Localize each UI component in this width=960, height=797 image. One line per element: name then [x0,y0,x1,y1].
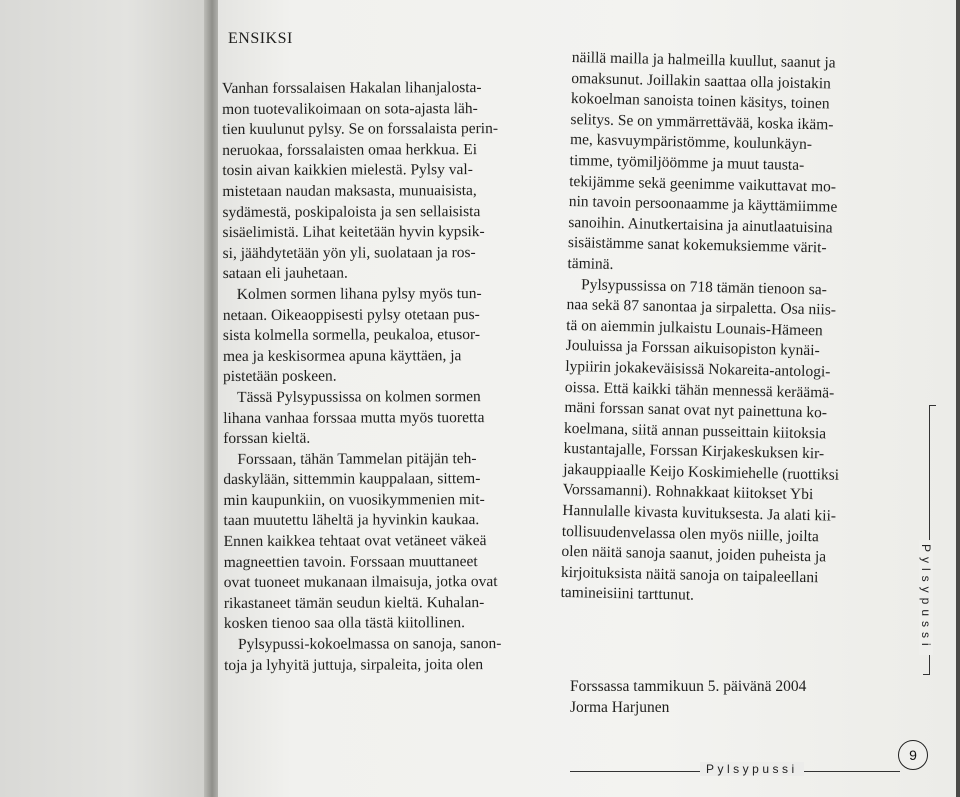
text-line: netaan. Oikeaoppisesti pylsy otetaan pus- [222,305,480,324]
text-line: ovat tuoneet mukanaan ilmaisuja, jotka ovat [223,573,498,592]
text-line: Ennen kaikkea tehtaat ovat vetäneet väkeä [223,532,487,551]
text-line: lypiirin jokakeväisissä Nokareita-antologi- [565,357,831,381]
text-line: forssan kieltä. [223,429,311,448]
footer-running-title: Pylsypussi [700,762,804,776]
text-line: si, jäähdytetään yön yli, suolataan ja ros- [222,243,476,262]
text-line: tien kuulunut pylsy. Se on forssalaista perin- [222,120,499,139]
text-line: Pylsypussi-kokoelmassa on sanoja, sanon- [237,635,502,653]
text-line: olen näitä sanoja saanut, joiden puheista ja [561,543,827,566]
text-line: sisäistämme sanat kokemuksiemme värit- [567,234,827,257]
text-line: Hannulalle kivasta kuvituksesta. Ja alati kii- [562,501,837,525]
text-line: täminä. [567,254,614,273]
text-line: rikastaneet tämän seudun kieltä. Kuhalan- [223,593,485,612]
text-line: toja ja lyhyitä juttuja, sirpaleita, joita olen [224,655,484,674]
side-running-title: Pylsypussi [919,540,933,655]
text-line: mäni forssan sanat ovat nyt painettuna ko- [564,399,828,422]
side-rule-tick-bottom [923,674,930,675]
text-line: taan muutettu läheltä ja hyvinkin kaukaa. [223,511,480,530]
text-line: oissa. Että kaikki tähän mennessä keräämä- [564,378,835,402]
text-line: koelmana, siitä annan pusseittain kiitoksia [563,419,827,443]
text-line: nin tavoin persoonaamme ja käyttämiimme [568,193,838,216]
text-line: mon tuotevalikoimaan on sota-ajasta läh- [222,99,478,118]
text-line: Kolmen sormen lihana pylsy myös tun- [236,285,482,303]
text-line: sista kolmella sormella, peukaloa, etusor- [222,326,481,345]
text-line: tamineisiini tarttunut. [560,584,695,605]
text-line: kirjoituksista näitä sanoja on taipaleellani [560,563,819,587]
text-line: sataan eli jauhetaan. [222,264,348,283]
text-line: tekijämme sekä geenimme vaikuttavat mo- [569,172,837,196]
text-line: Pylsypussissa on 718 tämän tienoon sa- [580,275,828,298]
text-line: tosin aivan kaikkien mielestä. Pylsy val- [222,161,473,180]
text-line: Tässä Pylsypussissa on kolmen sormen [237,388,481,406]
text-line: Vanhan forssalaisen Hakalan lihanjalosta- [222,79,482,97]
text-line: Vorssamanni). Rohnakkaat kiitokset Ybi [562,481,814,504]
text-line: näillä mailla ja halmeilla kuullut, saanut ja [571,48,836,72]
text-line: sanoihin. Ainutkertaisina ja ainutlaatuisina [568,213,833,237]
text-line: magneettien tavoin. Forssaan muuttaneet [223,552,478,571]
text-line: mea ja keskisormea apuna käyttäen, ja [222,346,462,365]
text-line: lihana vanhaa forssaa mutta myös tuoretta [223,408,485,427]
text-line: jakauppiaalle Keijo Koskimiehelle (ruottiksi [562,460,840,484]
text-line: Jouluissa ja Forssan aikuisopiston kynäi- [565,337,820,360]
text-line: tä on aiemmin julkaistu Lounais-Hämeen [566,316,823,340]
signature-author: Jorma Harjunen [570,699,670,716]
text-line: sydämestä, poskipaloista ja sen sellaisista [222,202,481,221]
text-line: mistetaan naudan maksasta, munuaisista, [222,182,477,200]
signature-block [570,676,806,718]
text-line: naa sekä 87 sanontaa ja sirpaletta. Osa niis- [566,296,837,319]
text-line: kustantajalle, Forssan Kirjakeskuksen kir- [563,440,825,463]
text-line: neruokaa, forssalaisten omaa herkkua. Ei [222,140,478,159]
side-rule-tick-top [929,405,936,406]
text-column-right [560,48,890,611]
text-column-left [222,78,552,676]
text-line: kokoelman sanoista toinen käsitys, toinen [570,90,830,113]
text-line: pistetään poskeen. [223,367,337,386]
page-number: 9 [898,740,928,770]
left-page [0,0,212,797]
text-line: timme, työmiljöömme ja muut tausta- [569,151,805,174]
text-line: omaksunut. Joillakin saattaa olla joistakin [571,69,832,93]
text-line: daskylään, sittemmin kauppalaan, sittem- [223,470,481,489]
text-line: kosken tienoo saa olla tästä kiitollinen. [223,614,465,633]
text-line: selitys. Se on ymmärrettävää, koska ikäm- [570,110,834,134]
section-heading: ENSIKSI [228,30,293,47]
text-line: min kaupunkiin, on vuosikymmenien mit- [223,490,485,509]
text-line: tollisuudenvelassa olen myös niille, joilta [561,522,820,545]
text-line: Forssaan, tähän Tammelan pitäjän teh- [237,449,477,468]
text-line: sisäelimistä. Lihat keitetään hyvin kypsik- [222,223,485,242]
signature-place-date: Forssassa tammikuun 5. päivänä 2004 [570,678,807,695]
text-line: me, kasvuympäristömme, koulunkäyn- [569,131,813,154]
